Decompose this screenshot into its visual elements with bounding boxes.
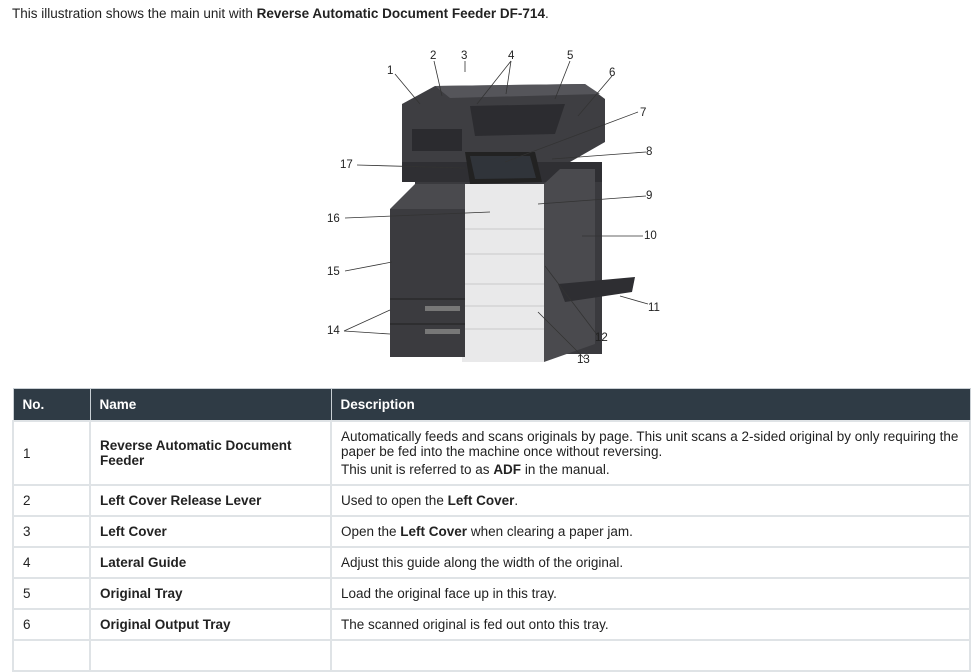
callout-1: 1: [387, 65, 394, 77]
row-name: Original Output Tray: [90, 609, 331, 640]
intro-prefix: This illustration shows the main unit with: [12, 6, 257, 21]
row-description: [331, 485, 970, 516]
row-name: Left Cover: [90, 516, 331, 547]
table-row: [13, 609, 970, 640]
desc-text: This unit is referred to as: [341, 462, 494, 477]
header-no: No.: [13, 389, 90, 422]
row-description: Load the original face up in this tray.: [331, 578, 970, 609]
intro-suffix: .: [544, 6, 549, 21]
callout-13: 13: [577, 354, 590, 366]
intro-model: Reverse Automatic Document Feeder DF-714: [256, 6, 545, 21]
callout-15: 15: [327, 266, 340, 278]
callout-14: 14: [327, 325, 340, 337]
row-no: 6: [13, 609, 90, 640]
callout-7: 7: [640, 107, 647, 119]
table-row: [13, 516, 970, 547]
row-no: 4: [13, 547, 90, 578]
row-description: [331, 640, 970, 671]
callout-2: 2: [430, 50, 437, 62]
desc-term: Left Cover: [447, 493, 515, 508]
table-row: [13, 421, 970, 485]
desc-text: .: [514, 493, 519, 508]
row-name: Lateral Guide: [90, 547, 331, 578]
table-row: [13, 547, 970, 578]
desc-term: Left Cover: [400, 524, 468, 539]
row-no: 3: [13, 516, 90, 547]
desc-term: ADF: [493, 462, 522, 477]
row-description: [331, 421, 970, 485]
row-no: 1: [13, 421, 90, 485]
table-row: [13, 640, 970, 671]
callout-9: 9: [646, 190, 653, 202]
callout-4: 4: [508, 50, 515, 62]
row-desc-line: Automatically feeds and scans originals by page. This unit scans a 2-sided original by only requiring the paper be fed into the machine once without reversing.: [341, 429, 959, 459]
callout-12: 12: [595, 332, 608, 344]
table-row: [13, 578, 970, 609]
callout-17: 17: [340, 159, 353, 171]
callout-10: 10: [644, 230, 657, 242]
callout-8: 8: [646, 146, 653, 158]
row-name: Original Tray: [90, 578, 331, 609]
row-description: The scanned original is fed out onto this tray.: [331, 609, 970, 640]
desc-text: in the manual.: [521, 462, 610, 477]
header-description: Description: [331, 389, 970, 422]
row-desc-line: [341, 462, 960, 477]
row-no: 5: [13, 578, 90, 609]
table-header-row: [13, 389, 970, 422]
callout-5: 5: [567, 50, 574, 62]
callout-6: 6: [609, 67, 616, 79]
intro-text: [12, 6, 549, 21]
row-name: Reverse Automatic Document Feeder: [90, 421, 331, 485]
callout-11: 11: [648, 302, 660, 314]
desc-text: Open the: [341, 524, 401, 539]
row-no: 2: [13, 485, 90, 516]
row-description: [331, 516, 970, 547]
header-name: Name: [90, 389, 331, 422]
machine-illustration: [320, 44, 680, 374]
row-no: [13, 640, 90, 671]
row-name: [90, 640, 331, 671]
desc-text: when clearing a paper jam.: [467, 524, 633, 539]
desc-text: Used to open the: [341, 493, 448, 508]
table-row: [13, 485, 970, 516]
callout-16: 16: [327, 213, 340, 225]
callout-3: 3: [461, 50, 468, 62]
parts-table: [12, 388, 971, 672]
row-description: Adjust this guide along the width of the original.: [331, 547, 970, 578]
row-name: Left Cover Release Lever: [90, 485, 331, 516]
